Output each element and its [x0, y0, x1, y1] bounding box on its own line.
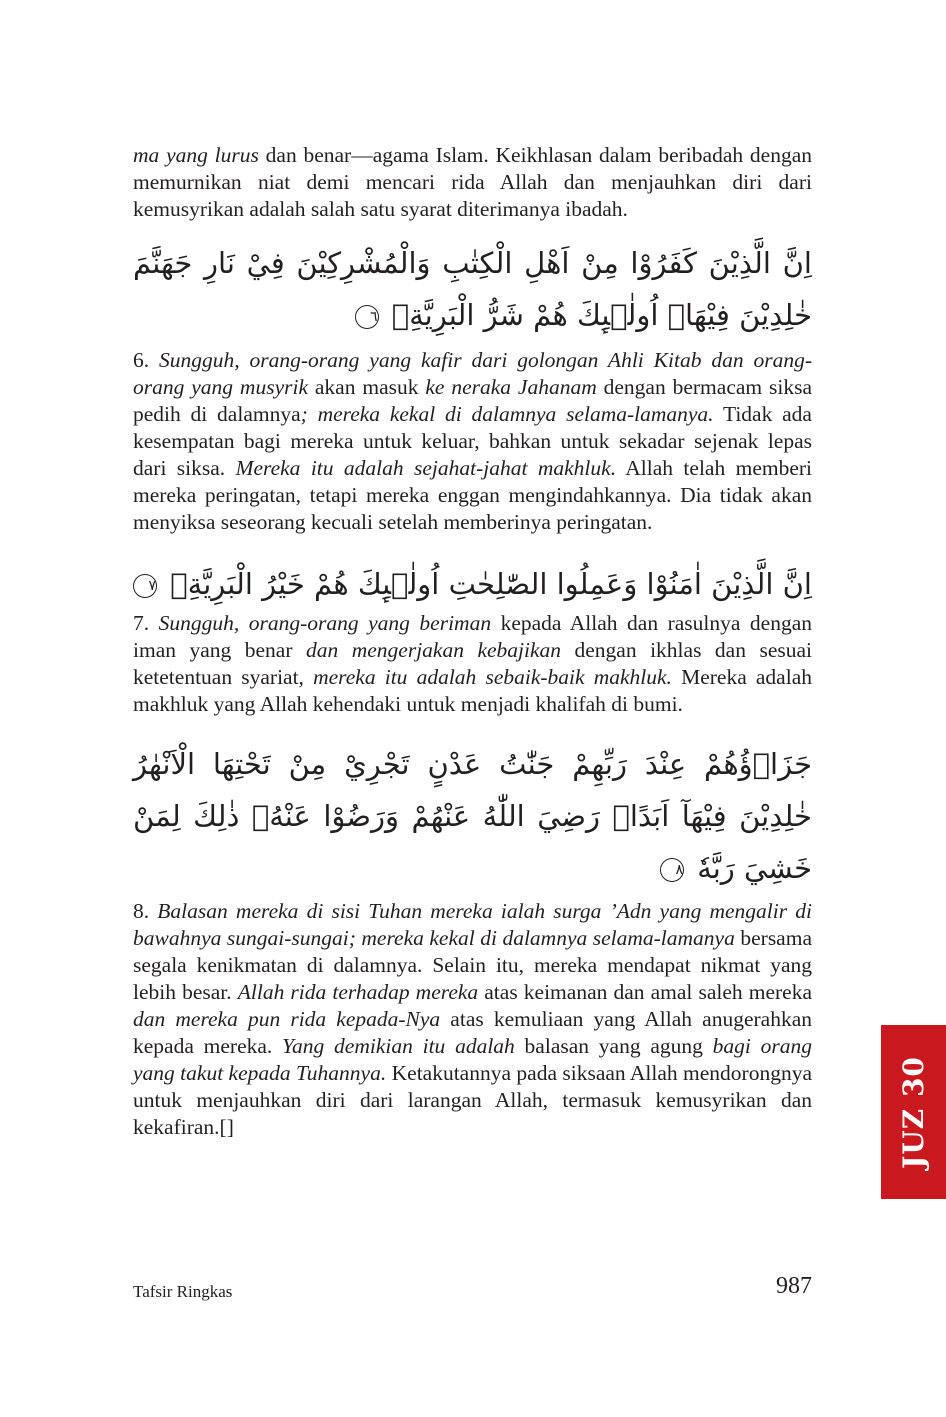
ayah-8-number: ٨: [660, 858, 684, 882]
t8-italic-2: Allah rida terhadap mereka: [237, 980, 479, 1004]
ayah-6-arabic: [133, 237, 812, 341]
ayah-8-arabic: [133, 738, 812, 894]
intro-paragraph: [133, 142, 812, 223]
t8-text-3: atas kemuliaan yang Allah anugerahkan kepada mereka.: [133, 1007, 812, 1058]
translation-6-paragraph: [133, 347, 812, 536]
ayah-7-text: اِنَّ الَّذِيْنَ اٰمَنُوْا وَعَمِلُوا الصّٰلِحٰتِ اُولٰۤىِٕكَ هُمْ خَيْرُ الْبَرِيَّةِۗ: [170, 567, 812, 601]
t6-italic-3: ; mereka kekal di dalamnya selama-lamanya.: [300, 402, 714, 426]
juz-label: JUZ 30: [897, 1055, 931, 1169]
intro-italic: ma yang lurus: [133, 143, 259, 167]
t8-num: 8.: [133, 899, 158, 923]
t6-text-3: Tidak ada kesempatan bagi mereka untuk keluar, bahkan untuk sekadar sejenak lepas dari siksa.: [133, 402, 812, 480]
ayah-7-number: ٧: [133, 574, 157, 598]
t7-text-3: Mereka adalah makhluk yang Allah kehendaki untuk menjadi khalifah di bumi.: [133, 665, 812, 716]
ayah-8-text: جَزَاۤؤُهُمْ عِنْدَ رَبِّهِمْ جَنّٰتُ عَدْنٍ تَجْرِيْ مِنْ تَحْتِهَا الْاَنْهٰرُ خٰلِدِيْنَ فِيْهَآ اَبَدًاۗ رَضِيَ اللّٰهُ عَنْهُمْ وَرَضُوْا عَنْهُۗ ذٰلِكَ لِمَنْ خَشِيَ رَبَّهٗ: [133, 747, 812, 885]
t8-italic-4: Yang demikian itu adalah: [282, 1034, 515, 1058]
t7-italic-2: dan mengerjakan kebajikan: [305, 638, 562, 662]
t8-italic-1: Balasan mereka di sisi Tuhan mereka ialah surga ’Adn yang mengalir di bawahnya sungai-sungai; mereka kekal di dalamnya selama-lamanya: [133, 899, 813, 950]
t7-italic-1: Sungguh, orang-orang yang beriman: [158, 611, 492, 635]
t8-text-4: balasan yang agung: [514, 1034, 713, 1058]
t6-italic-4: Mereka itu adalah sejahat-jahat makhluk.: [235, 456, 617, 480]
t7-text-1: kepada Allah dan rasulnya dengan iman yang benar: [133, 611, 812, 662]
t7-num: 7.: [133, 611, 159, 635]
ayah-6-number: ٦: [355, 305, 379, 329]
t7-italic-3: mereka itu adalah sebaik-baik makhluk.: [313, 665, 672, 689]
t6-text-4: Allah telah memberi mereka peringatan, tetapi mereka enggan mengindahkannya. Dia tidak akan menyiksa seseorang kecuali setelah memberinya peringatan.: [133, 456, 813, 534]
ayah-6-text: اِنَّ الَّذِيْنَ كَفَرُوْا مِنْ اَهْلِ الْكِتٰبِ وَالْمُشْرِكِيْنَ فِيْ نَارِ جَهَنَّمَ خٰلِدِيْنَ فِيْهَاۗ اُولٰۤىِٕكَ هُمْ شَرُّ الْبَرِيَّةِۗ: [133, 246, 812, 332]
t6-text-2: dengan bermacam siksa pedih di dalamnya: [133, 375, 813, 426]
t6-text-1: akan masuk: [308, 375, 426, 399]
translation-8-paragraph: [133, 898, 812, 1141]
t8-text-5: Ketakutannya pada siksaan Allah mendorongnya untuk menjauhkan diri dari larangan Allah, termasuk kemusyrikan dan kekafiran.[]: [133, 1061, 812, 1139]
t8-italic-3: dan mereka pun rida kepada-Nya: [133, 1007, 441, 1031]
ayah-7-arabic: [133, 558, 812, 610]
translation-7-paragraph: [133, 610, 812, 718]
t8-italic-5: bagi orang yang takut kepada Tuhannya.: [133, 1034, 813, 1085]
t7-text-2: dengan ikhlas dan sesuai ketetentuan syariat,: [133, 638, 812, 689]
page-number: 987: [776, 1273, 812, 1299]
t8-text-2: atas keimanan dan amal saleh mereka: [478, 980, 813, 1004]
t6-italic-1: Sungguh, orang-orang yang kafir dari golongan Ahli Kitab dan orang-orang yang musyrik: [133, 348, 812, 399]
juz-side-tab: [881, 1025, 946, 1199]
t8-text-1: bersama segala kenikmatan di dalamnya. Selain itu, mereka mendapat nikmat yang lebih besar.: [133, 926, 812, 1004]
intro-text: dan benar—agama Islam. Keikhlasan dalam beribadah dengan memurnikan niat demi mencari rida Allah dan menjauhkan diri dari kemusyrikan adalah salah satu syarat diterimanya ibadah.: [133, 143, 812, 221]
t6-num: 6.: [133, 348, 160, 372]
t6-italic-2: ke neraka Jahanam: [425, 375, 597, 399]
footer-book-title: Tafsir Ringkas: [133, 1282, 233, 1301]
page-content: [133, 142, 812, 1141]
